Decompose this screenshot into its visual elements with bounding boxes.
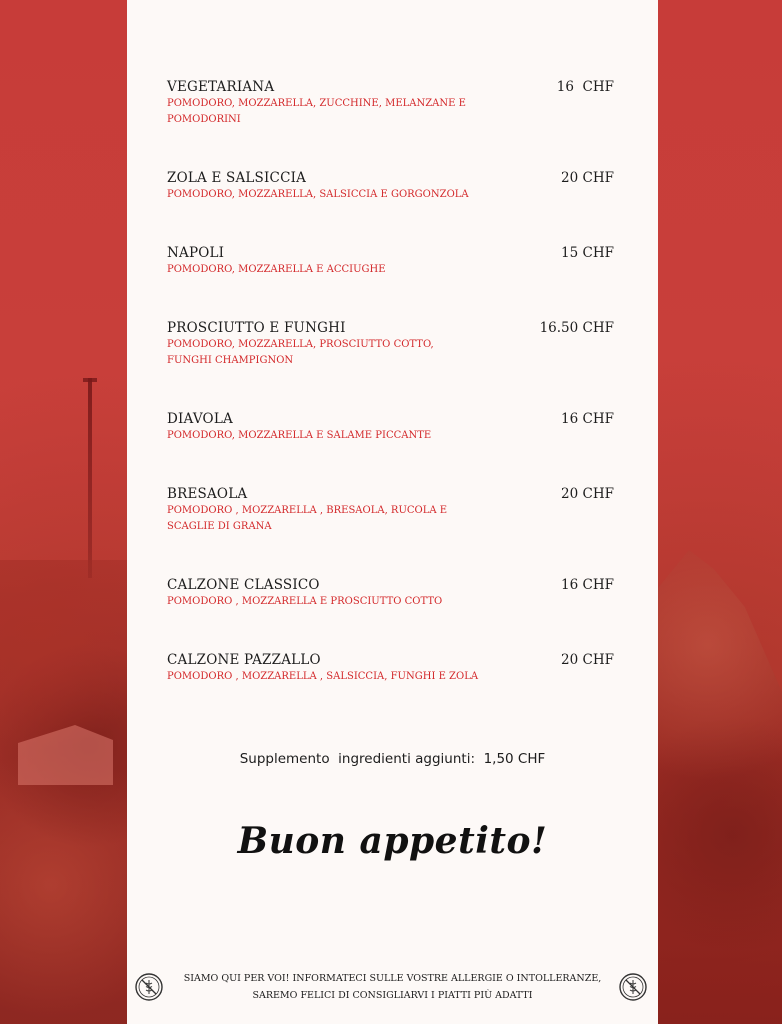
menu-item-prosciutto-e-funghi [167,319,614,369]
no-gluten-icon [618,972,648,1002]
background-left-photo [0,0,127,1024]
item-name: CALZONE CLASSICO [167,577,320,593]
supplement-note: Supplemento ingredienti aggiunti: 1,50 CHF [239,751,546,767]
menu-item-vegetariana [167,78,614,128]
item-description: POMODORO, MOZZARELLA E SALAME PICCANTE [167,430,432,441]
item-name: VEGETARIANA [167,79,275,95]
item-description: POMODORO , MOZZARELLA E PROSCIUTTO COTTO [167,596,443,607]
item-price: 16.50 CHF [539,320,614,336]
item-name: PROSCIUTTO E FUNGHI [167,320,346,336]
hill-left [0,560,127,1024]
allergy-line-2: SAREMO FELICI DI CONSIGLIARVI I PIATTI PIÙ ADATTI [252,990,533,1001]
allergy-notice [127,970,658,1004]
item-description: POMODORO, MOZZARELLA, SALSICCIA E GORGONZOLA [167,189,469,200]
menu-page [127,0,658,1024]
item-price: 15 CHF [561,245,614,261]
menu-item-calzone-classico [167,576,614,610]
closing-message: Buon appetito! [237,820,548,862]
item-description: POMODORO , MOZZARELLA , BRESAOLA, RUCOLA E SCAGLIE DI GRANA [167,505,448,532]
item-description: POMODORO, MOZZARELLA E ACCIUGHE [167,264,386,275]
item-price: 20 CHF [561,486,614,502]
no-gluten-icon [134,972,164,1002]
item-name: CALZONE PAZZALLO [167,652,321,668]
item-price: 16 CHF [561,577,614,593]
item-name: NAPOLI [167,245,225,261]
item-price: 16 CHF [556,79,614,95]
item-name: DIAVOLA [167,411,233,427]
item-price: 16 CHF [561,411,614,427]
item-description: POMODORO, MOZZARELLA, ZUCCHINE, MELANZANE E POMODORINI [167,98,466,125]
item-price: 20 CHF [561,652,614,668]
item-name: ZOLA E SALSICCIA [167,170,307,186]
antenna-tower [88,378,92,578]
menu-item-bresaola [167,485,614,535]
allergy-line-1: SIAMO QUI PER VOI! INFORMATECI SULLE VOSTRE ALLERGIE O INTOLLERANZE, [183,973,602,984]
menu-item-napoli [167,244,614,278]
item-description: POMODORO, MOZZARELLA, PROSCIUTTO COTTO, FUNGHI CHAMPIGNON [167,339,434,366]
menu-item-zola-e-salsiccia [167,169,614,203]
item-name: BRESAOLA [167,486,248,502]
menu-item-diavola [167,410,614,444]
menu-item-calzone-pazzallo [167,651,614,685]
item-price: 20 CHF [561,170,614,186]
item-description: POMODORO , MOZZARELLA , SALSICCIA, FUNGHI E ZOLA [167,671,479,682]
